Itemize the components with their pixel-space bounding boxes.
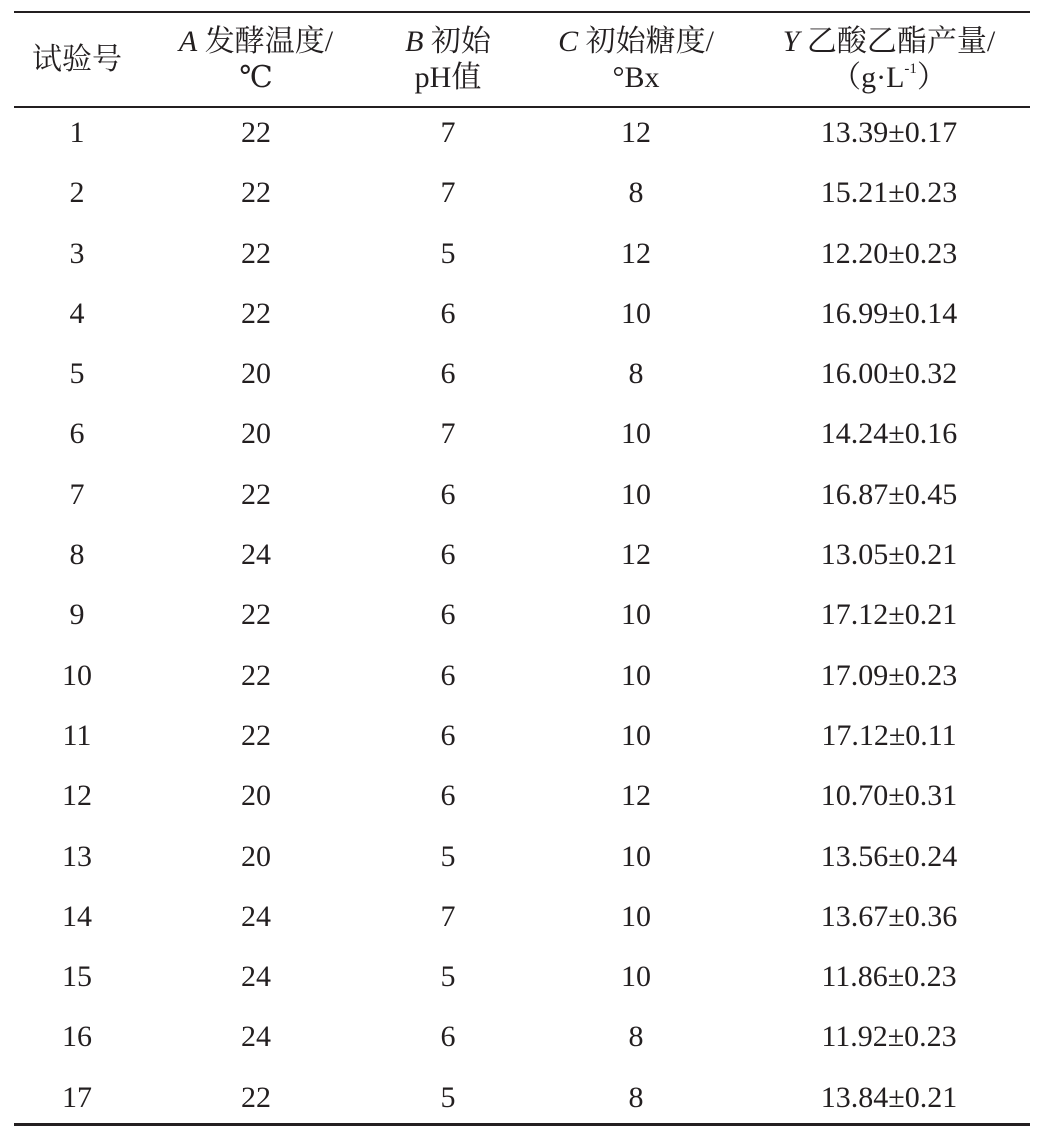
header-sugar-title [558, 24, 714, 60]
table-row [14, 1007, 1030, 1067]
cell-temperature: 20 [241, 839, 271, 873]
cell-sugar: 10 [621, 417, 651, 451]
top-rule [14, 11, 1030, 13]
header-yield-title [783, 24, 996, 60]
cell-yield: 14.24±0.16 [820, 417, 958, 451]
yield-unit-prefix: （g·L [831, 60, 905, 94]
cell-temperature: 22 [241, 296, 271, 330]
factor-a-symbol: A [178, 24, 198, 58]
cell-yield: 13.39±0.17 [820, 116, 958, 149]
yield-unit-exponent: -1 [904, 61, 917, 78]
cell-sugar: 12 [621, 236, 651, 270]
cell-sugar: 10 [621, 899, 651, 933]
cell-trial-no: 12 [62, 779, 92, 813]
cell-sugar: 8 [628, 1020, 644, 1054]
cell-yield: 13.84±0.21 [820, 1080, 958, 1114]
cell-sugar: 8 [628, 1080, 644, 1114]
cell-trial-no: 7 [69, 477, 85, 511]
bottom-rule [14, 1123, 1030, 1126]
yield-unit-suffix: ） [916, 60, 947, 94]
header-yield [748, 13, 1030, 106]
cell-ph: 7 [440, 899, 456, 933]
cell-temperature: 22 [241, 477, 271, 511]
table-row [14, 887, 1030, 947]
cell-sugar: 10 [621, 718, 651, 752]
table-row [14, 284, 1030, 344]
cell-sugar: 8 [628, 176, 644, 210]
cell-yield: 16.87±0.45 [820, 477, 958, 511]
table-row [14, 646, 1030, 706]
cell-yield: 16.00±0.32 [820, 357, 958, 391]
cell-temperature: 20 [241, 357, 271, 391]
table-row [14, 103, 1030, 163]
cell-temperature: 24 [241, 960, 271, 994]
cell-ph: 5 [440, 236, 456, 270]
table-row [14, 827, 1030, 887]
header-temperature [140, 13, 372, 106]
cell-trial-no: 13 [62, 839, 92, 873]
cell-sugar: 8 [628, 357, 644, 391]
cell-ph: 6 [440, 779, 456, 813]
header-yield-unit [831, 60, 947, 96]
cell-sugar: 10 [621, 477, 651, 511]
header-ph-label: 初始 [430, 24, 491, 58]
header-temperature-label: 发酵温度/ [204, 24, 334, 58]
header-ph-unit: pH值 [414, 60, 482, 94]
header-ph-title [405, 24, 491, 60]
cell-temperature: 24 [241, 538, 271, 572]
cell-trial-no: 8 [69, 538, 85, 572]
cell-yield: 17.12±0.11 [821, 718, 957, 752]
header-sugar [524, 13, 748, 106]
cell-ph: 6 [440, 477, 456, 511]
table-row [14, 525, 1030, 585]
header-sugar-unit: °Bx [612, 60, 660, 94]
cell-ph: 7 [440, 417, 456, 451]
cell-trial-no: 6 [69, 417, 85, 451]
cell-ph: 6 [440, 296, 456, 330]
header-rule [14, 106, 1030, 108]
cell-trial-no: 15 [62, 960, 92, 994]
table-row [14, 947, 1030, 1007]
cell-temperature: 20 [241, 779, 271, 813]
header-sugar-label: 初始糖度/ [585, 24, 714, 58]
cell-trial-no: 5 [69, 357, 85, 391]
header-temperature-title [179, 24, 333, 60]
cell-ph: 6 [440, 598, 456, 632]
factor-b-symbol: B [405, 24, 424, 58]
cell-sugar: 10 [621, 598, 651, 632]
cell-ph: 6 [440, 718, 456, 752]
cell-yield: 13.56±0.24 [820, 839, 958, 873]
cell-yield: 11.86±0.23 [821, 960, 957, 994]
table-row [14, 224, 1030, 284]
cell-trial-no: 2 [69, 176, 85, 210]
header-trial-no-label: 试验号 [32, 42, 122, 76]
cell-trial-no: 17 [62, 1080, 92, 1114]
cell-yield: 15.21±0.23 [820, 176, 958, 210]
response-y-symbol: Y [782, 24, 800, 58]
cell-sugar: 10 [621, 839, 651, 873]
cell-temperature: 22 [241, 236, 271, 270]
cell-yield: 17.09±0.23 [820, 658, 958, 692]
cell-ph: 5 [440, 1080, 456, 1114]
table-row [14, 706, 1030, 766]
cell-temperature: 22 [241, 598, 271, 632]
header-ph [372, 13, 524, 106]
cell-sugar: 12 [621, 779, 651, 813]
cell-temperature: 22 [241, 116, 271, 149]
table-row [14, 404, 1030, 464]
table-header [14, 13, 1030, 106]
table-row [14, 465, 1030, 525]
cell-trial-no: 10 [62, 658, 92, 692]
cell-trial-no: 1 [69, 116, 85, 149]
cell-yield: 11.92±0.23 [821, 1020, 957, 1054]
cell-yield: 13.05±0.21 [820, 538, 958, 572]
cell-temperature: 24 [241, 1020, 271, 1054]
cell-yield: 13.67±0.36 [820, 899, 958, 933]
cell-trial-no: 9 [69, 598, 85, 632]
cell-trial-no: 16 [62, 1020, 92, 1054]
cell-yield: 16.99±0.14 [820, 296, 958, 330]
cell-ph: 6 [440, 538, 456, 572]
cell-trial-no: 3 [69, 236, 85, 270]
table-row [14, 163, 1030, 223]
table-row [14, 344, 1030, 404]
cell-ph: 5 [440, 839, 456, 873]
cell-temperature: 24 [241, 899, 271, 933]
cell-sugar: 10 [621, 658, 651, 692]
cell-ph: 6 [440, 357, 456, 391]
cell-yield: 10.70±0.31 [820, 779, 958, 813]
cell-yield: 12.20±0.23 [820, 236, 958, 270]
cell-trial-no: 11 [62, 718, 92, 752]
cell-temperature: 22 [241, 176, 271, 210]
cell-temperature: 22 [241, 718, 271, 752]
cell-trial-no: 14 [62, 899, 92, 933]
cell-sugar: 10 [621, 960, 651, 994]
cell-temperature: 22 [241, 1080, 271, 1114]
table-row [14, 766, 1030, 826]
cell-sugar: 12 [621, 538, 651, 572]
header-yield-label: 乙酸乙酯产量/ [806, 24, 996, 58]
cell-sugar: 10 [621, 296, 651, 330]
factor-c-symbol: C [558, 24, 579, 58]
cell-sugar: 12 [621, 116, 651, 149]
table-row [14, 1068, 1030, 1128]
header-trial-no [14, 13, 140, 106]
cell-ph: 6 [440, 658, 456, 692]
cell-temperature: 20 [241, 417, 271, 451]
cell-ph: 6 [440, 1020, 456, 1054]
table-row [14, 585, 1030, 645]
cell-temperature: 22 [241, 658, 271, 692]
cell-yield: 17.12±0.21 [820, 598, 958, 632]
table-body [14, 103, 1030, 1128]
cell-ph: 7 [440, 176, 456, 210]
header-temperature-unit: ℃ [239, 60, 273, 94]
cell-trial-no: 4 [69, 296, 85, 330]
cell-ph: 7 [440, 116, 456, 149]
cell-ph: 5 [440, 960, 456, 994]
